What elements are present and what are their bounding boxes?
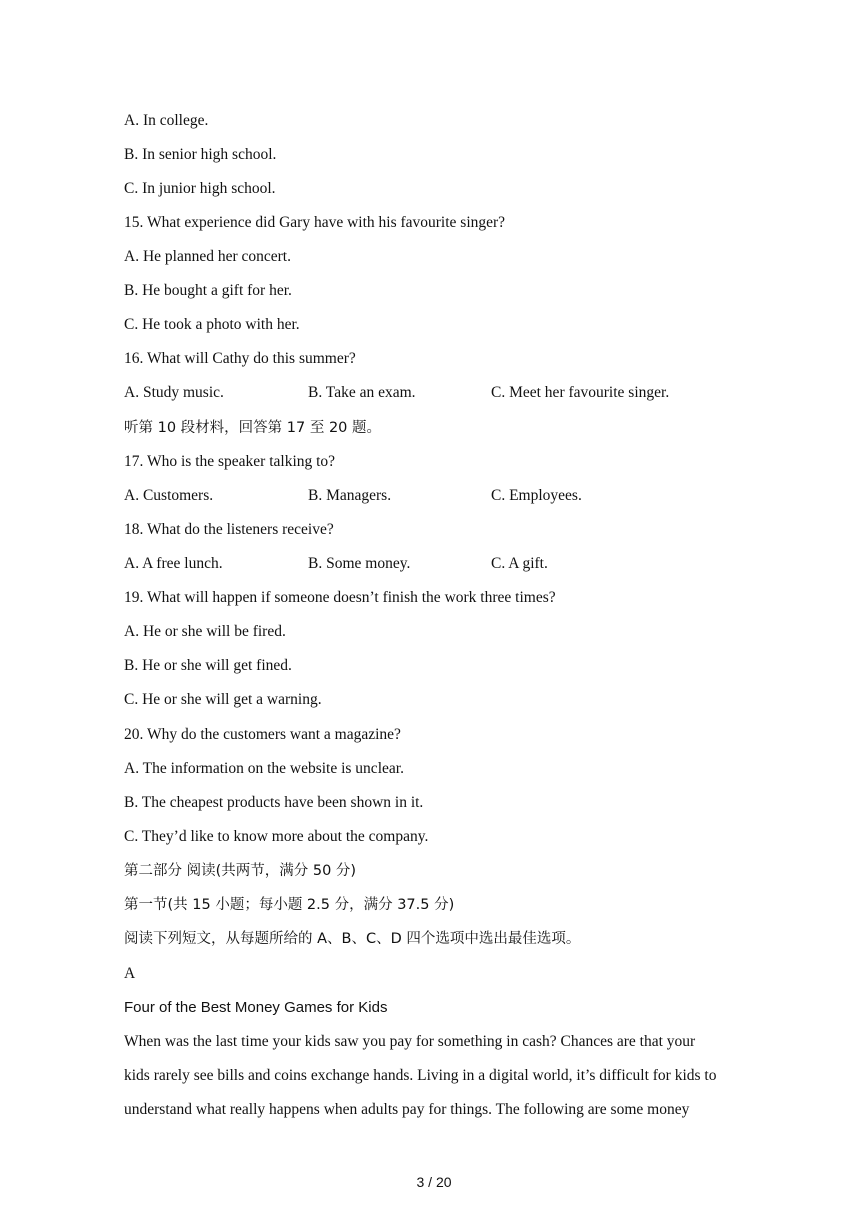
q17-option-a: A. Customers.: [124, 487, 214, 504]
passage-title: Four of the Best Money Games for Kids: [124, 999, 388, 1016]
q14-option-a: A. In college.: [124, 112, 209, 129]
q15-option-a: A. He planned her concert.: [124, 248, 291, 265]
question-17: 17. Who is the speaker talking to?: [124, 453, 336, 470]
q19-option-c: C. He or she will get a warning.: [124, 691, 322, 708]
question-16: 16. What will Cathy do this summer?: [124, 350, 356, 367]
page-number: 3 / 20: [416, 1174, 452, 1190]
question-20: 20. Why do the customers want a magazine?: [124, 726, 401, 743]
q15-option-c: C. He took a photo with her.: [124, 316, 300, 333]
passage-line-1: When was the last time your kids saw you pay for something in cash? Chances are that your: [124, 1033, 696, 1050]
q14-option-c: C. In junior high school.: [124, 180, 276, 197]
q16-option-b: B. Take an exam.: [308, 384, 416, 401]
q17-option-c: C. Employees.: [491, 487, 582, 504]
reading-instruction: 阅读下列短文，从每题所给的 A、B、C、D 四个选项中选出最佳选项。: [124, 931, 581, 947]
q20-option-c: C. They’d like to know more about the company.: [124, 828, 429, 845]
q14-option-b: B. In senior high school.: [124, 146, 277, 163]
part-2-title: 第二部分 阅读(共两节，满分 50 分): [124, 863, 357, 879]
question-18: 18. What do the listeners receive?: [124, 521, 334, 538]
q16-option-a: A. Study music.: [124, 384, 224, 401]
q16-option-c: C. Meet her favourite singer.: [491, 384, 670, 401]
section-1-title: 第一节(共 15 小题；每小题 2.5 分，满分 37.5 分): [124, 897, 455, 913]
q18-option-b: B. Some money.: [308, 555, 411, 572]
section-10-instruction: 听第 10 段材料，回答第 17 至 20 题。: [124, 420, 382, 436]
q20-option-b: B. The cheapest products have been shown in it.: [124, 794, 424, 811]
q17-option-b: B. Managers.: [308, 487, 392, 504]
question-19: 19. What will happen if someone doesn’t finish the work three times?: [124, 589, 556, 606]
passage-line-3: understand what really happens when adults pay for things. The following are some money: [124, 1101, 690, 1118]
passage-line-2: kids rarely see bills and coins exchange hands. Living in a digital world, it’s difficult for kids to: [124, 1067, 717, 1084]
q15-option-b: B. He bought a gift for her.: [124, 282, 292, 299]
passage-label: A: [124, 965, 136, 982]
q18-option-a: A. A free lunch.: [124, 555, 223, 572]
q18-option-c: C. A gift.: [491, 555, 548, 572]
q19-option-b: B. He or she will get fined.: [124, 657, 292, 674]
q19-option-a: A. He or she will be fired.: [124, 623, 286, 640]
question-15: 15. What experience did Gary have with his favourite singer?: [124, 214, 506, 231]
q20-option-a: A. The information on the website is unclear.: [124, 760, 404, 777]
